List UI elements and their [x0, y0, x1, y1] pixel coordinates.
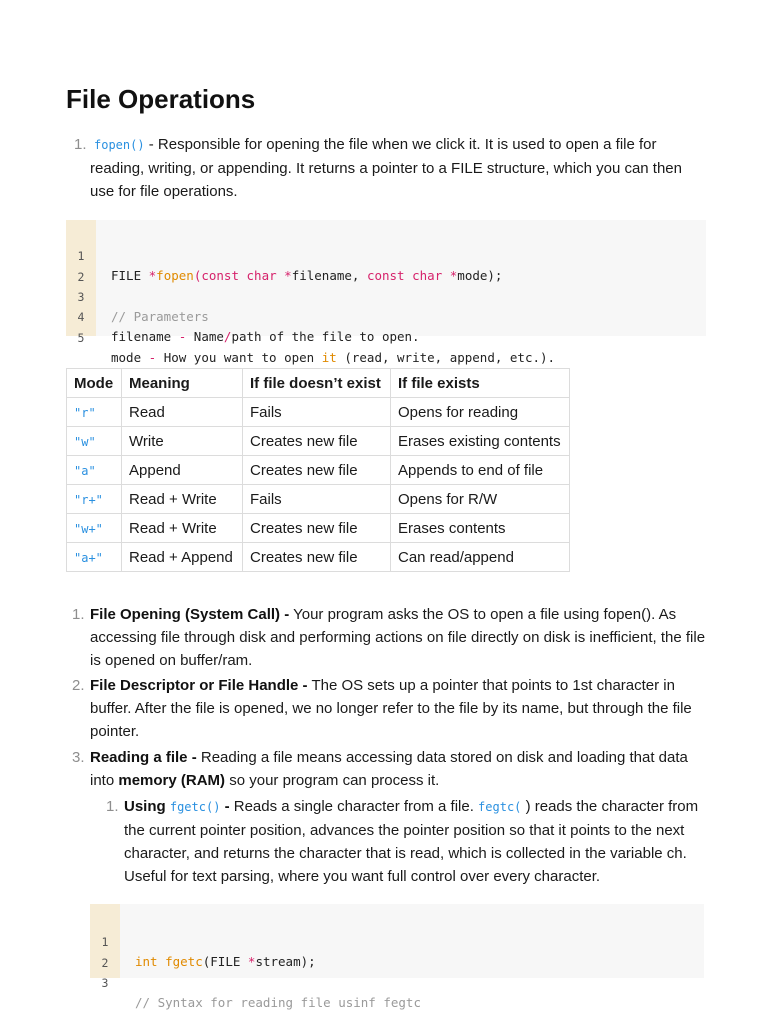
code-token: - [178, 329, 187, 344]
line-number: 5 [77, 331, 85, 345]
code-block-fgetc [90, 904, 704, 1010]
code-token [239, 268, 247, 283]
code-token: Name [186, 329, 224, 344]
step-heading: - [220, 798, 230, 815]
mode-table [66, 368, 570, 572]
code-token: mode [111, 350, 149, 365]
code-token: FILE [111, 268, 149, 283]
code-token: path of the file to open. [231, 329, 420, 344]
code-token: const [366, 268, 405, 283]
code-token: int [135, 954, 158, 969]
code-token: fopen [156, 268, 194, 283]
column-header: Meaning [122, 369, 243, 398]
code-line [66, 226, 503, 283]
table-cell: Appends to end of file [391, 456, 570, 485]
table-header-row [67, 369, 570, 398]
code-token: char [412, 268, 443, 283]
fopen-code: fopen() [94, 138, 145, 152]
table-cell: Creates new file [243, 514, 391, 543]
list-number: 3. [72, 749, 85, 766]
code-token: (FILE [202, 954, 248, 969]
code-token: / [223, 329, 232, 344]
page-title: File Operations [66, 84, 256, 114]
table-cell: Erases contents [391, 514, 570, 543]
mode-code: "a+" [74, 550, 103, 565]
code-token [442, 268, 450, 283]
list-number: 1. [74, 136, 87, 153]
table-cell: Can read/append [391, 543, 570, 572]
line-number: 1 [101, 935, 109, 949]
table-cell: Erases existing contents [391, 427, 570, 456]
fegtc-code: fegtc( [478, 800, 522, 814]
step-text: Reading a file means accessing data stored on disk and loading that data into [90, 749, 688, 789]
table-row [67, 427, 570, 456]
table-cell: Fails [243, 485, 391, 514]
table-row [67, 543, 570, 572]
mode-code: "a" [74, 463, 96, 478]
table-cell: Creates new file [243, 543, 391, 572]
table-cell: Opens for R/W [391, 485, 570, 514]
list-item-file-descriptor [72, 674, 710, 743]
table-cell: Append [122, 456, 243, 485]
code-token: (read, write, append, etc.). [336, 350, 556, 365]
table-cell: Read [122, 398, 243, 427]
code-comment: // Syntax for reading file usinf fegtc [135, 995, 421, 1010]
code-token: * [449, 268, 458, 283]
fgetc-code: fgetc() [169, 800, 221, 814]
line-number: 2 [101, 956, 109, 970]
code-comment: // Parameters [111, 309, 209, 324]
table-row [67, 398, 570, 427]
mode-cell [67, 514, 122, 543]
table-cell: Fails [243, 398, 391, 427]
list-number: 1. [106, 798, 119, 815]
line-number: 1 [77, 249, 85, 263]
code-token: it [321, 350, 337, 365]
code-token: * [284, 268, 292, 283]
step-emphasis: memory (RAM) [118, 772, 226, 789]
list-item-file-opening [72, 603, 710, 672]
code-token: const [201, 268, 239, 283]
table-row [67, 485, 570, 514]
column-header: If file exists [391, 369, 570, 398]
table-cell: Read + Write [122, 514, 243, 543]
step-text: so your program can process it. [225, 772, 440, 789]
list-number: 1. [72, 606, 85, 623]
table-cell: Opens for reading [391, 398, 570, 427]
step-text: The OS sets up a pointer that points to 1st character in buffer. After the file is opened, we no longer refer to the file by its name, but through the file pointer. [90, 677, 692, 740]
step-text: Your program asks the OS to open a file using fopen(). As accessing file through disk and performing actions on file directly on disk is inefficient, the file is opened on buffer/ram. [90, 606, 706, 669]
step-heading: File Descriptor or File Handle - [90, 677, 308, 694]
code-token: * [148, 268, 157, 283]
table-cell: Write [122, 427, 243, 456]
mode-cell [67, 485, 122, 514]
mode-code: "w+" [74, 521, 103, 536]
code-token: stream); [255, 954, 316, 969]
list-item-reading-file [72, 746, 710, 792]
mode-code: "w" [74, 434, 96, 449]
code-token: char [246, 268, 277, 283]
code-token: fgetc [165, 954, 203, 969]
code-token: How you want to open [156, 350, 322, 365]
line-number: 3 [77, 290, 85, 304]
list-item-fopen [74, 133, 710, 203]
code-line [66, 247, 96, 284]
code-token [158, 954, 166, 969]
step-text: ) reads the character from the current pointer position, advances the pointer position so that it points to the next character, and returns the character that is read, which is collected in the variable ch. Useful for text parsing, where you want full control over every character. [124, 798, 699, 885]
table-cell: Creates new file [243, 456, 391, 485]
table-row [67, 456, 570, 485]
table-cell: Read + Write [122, 485, 243, 514]
line-number: 2 [77, 270, 85, 284]
table-cell: Creates new file [243, 427, 391, 456]
line-number: 3 [101, 976, 109, 990]
list-item-using-fgetc [106, 795, 706, 888]
column-header: If file doesn’t exist [243, 369, 391, 398]
code-token: * [247, 954, 256, 969]
step-heading: Using [124, 798, 166, 815]
mode-cell [67, 398, 122, 427]
code-token: filename [111, 329, 179, 344]
mode-cell [67, 543, 122, 572]
table-row [67, 514, 570, 543]
code-token: mode); [457, 268, 503, 283]
column-header: Mode [67, 369, 122, 398]
mode-code: "r+" [74, 492, 103, 507]
mode-cell [67, 456, 122, 485]
code-token: filename, [291, 268, 367, 283]
code-token: ( [193, 268, 202, 283]
step-heading: File Opening (System Call) - [90, 606, 290, 623]
mode-code: "r" [74, 405, 96, 420]
fopen-description: - Responsible for opening the file when we click it. It is used to open a file for reading, writing, or appending. It returns a pointer to a FILE structure, which you can then use for file operations. [90, 136, 682, 200]
step-heading: Reading a file - [90, 749, 197, 766]
code-line [90, 933, 120, 970]
code-token: - [148, 350, 157, 365]
code-token [405, 268, 413, 283]
table-cell: Read + Append [122, 543, 243, 572]
code-block-fopen [66, 220, 706, 365]
step-text: Reads a single character from a file. [229, 798, 479, 815]
line-number: 4 [77, 310, 85, 324]
mode-cell [67, 427, 122, 456]
code-line [90, 912, 316, 969]
list-number: 2. [72, 677, 85, 694]
